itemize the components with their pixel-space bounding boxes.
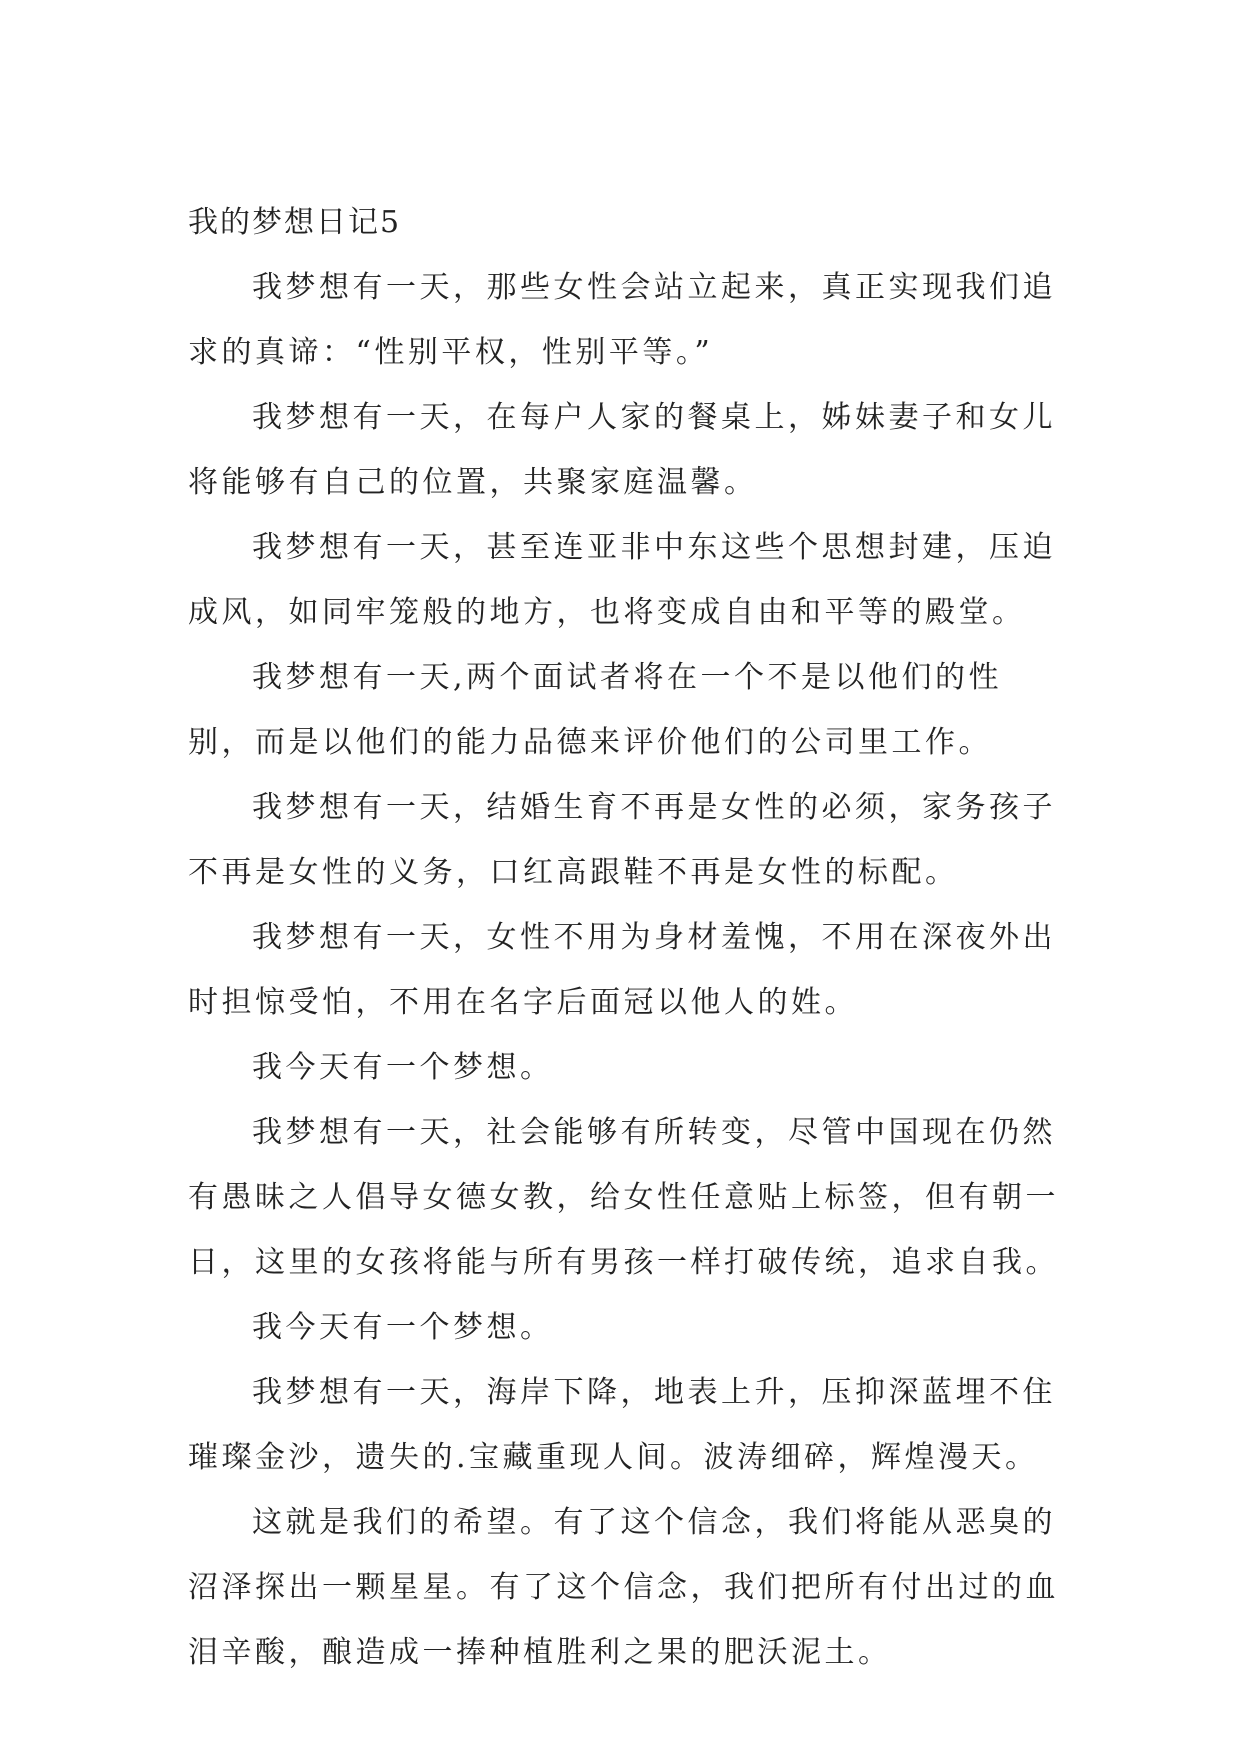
- document-body: [188, 190, 1068, 1685]
- paragraph-1: 我梦想有一天，那些女性会站立起来，真正实现我们追求的真谛：“性别平权，性别平等。”: [188, 270, 1056, 370]
- paragraph-4: 我梦想有一天,两个面试者将在一个不是以他们的性别，而是以他们的能力品德来评价他们的公司里工作。: [188, 660, 1003, 760]
- paragraph-6: 我梦想有一天，女性不用为身材羞愧，不用在深夜外出时担惊受怕，不用在名字后面冠以他人的姓。: [188, 920, 1056, 1020]
- paragraph-3: 我梦想有一天，甚至连亚非中东这些个思想封建，压迫成风，如同牢笼般的地方，也将变成自由和平等的殿堂。: [188, 530, 1056, 630]
- paragraph-11: 这就是我们的希望。有了这个信念，我们将能从恶臭的沼泽探出一颗星星。有了这个信念，我们把所有付出过的血泪辛酸，酿造成一捧种植胜利之果的肥沃泥土。: [188, 1505, 1059, 1670]
- paragraph-2: 我梦想有一天，在每户人家的餐桌上，姊妹妻子和女儿将能够有自己的位置，共聚家庭温馨。: [188, 400, 1056, 500]
- paragraph-7: 我今天有一个梦想。: [252, 1050, 554, 1085]
- paragraph-5: 我梦想有一天，结婚生育不再是女性的必须，家务孩子不再是女性的义务，口红高跟鞋不再是女性的标配。: [188, 790, 1056, 890]
- paragraph-9: 我今天有一个梦想。: [252, 1310, 554, 1345]
- paragraph-10: 我梦想有一天，海岸下降，地表上升，压抑深蓝埋不住璀璨金沙，遗失的.宝藏重现人间。波涛细碎，辉煌漫天。: [188, 1375, 1056, 1475]
- document-title: 我的梦想日记5: [188, 205, 402, 240]
- paragraph-8: 我梦想有一天，社会能够有所转变，尽管中国现在仍然有愚昧之人倡导女德女教，给女性任意贴上标签，但有朝一日，这里的女孩将能与所有男孩一样打破传统，追求自我。: [188, 1115, 1059, 1280]
